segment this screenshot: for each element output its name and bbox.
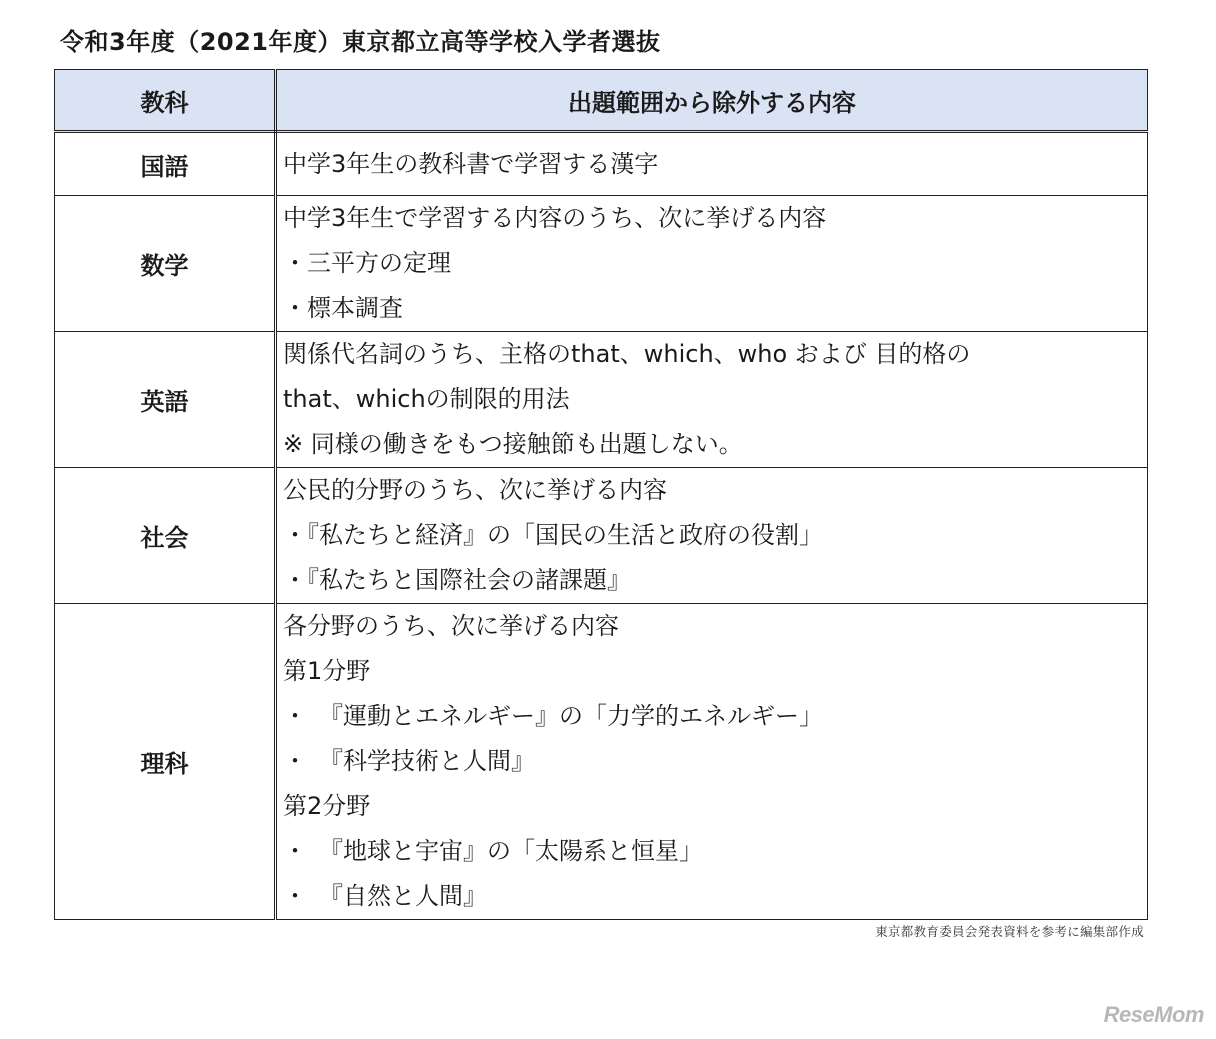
content-cell <box>276 468 1148 604</box>
content-line: 公民的分野のうち、次に挙げる内容 <box>283 476 667 504</box>
content-line: 第2分野 <box>283 792 371 820</box>
content-cell <box>276 604 1148 920</box>
content-line: ・『私たちと国際社会の諸課題』 <box>283 566 631 594</box>
content-line: 中学3年生の教科書で学習する漢字 <box>283 149 659 178</box>
header-subject: 教科 <box>55 70 276 132</box>
content-line: ・ 『地球と宇宙』の「太陽系と恒星」 <box>283 837 703 865</box>
content-line: ・『私たちと経済』の「国民の生活と政府の役割」 <box>283 521 823 549</box>
table-row <box>55 132 1148 196</box>
content-cell <box>276 332 1148 468</box>
source-note: 東京都教育委員会発表資料を参考に編集部作成 <box>875 924 1144 939</box>
content-cell <box>276 196 1148 332</box>
content-line: ・ 『運動とエネルギー』の「力学的エネルギー」 <box>283 702 823 730</box>
content-line: 中学3年生で学習する内容のうち、次に挙げる内容 <box>283 204 827 232</box>
content-line: ・標本調査 <box>283 294 403 322</box>
resemom-logo: ReseMom <box>1103 1002 1204 1027</box>
content-line: ・ 『科学技術と人間』 <box>283 747 535 775</box>
table-row <box>55 196 1148 332</box>
content-line: 第1分野 <box>283 657 371 685</box>
content-line: ・三平方の定理 <box>283 249 451 277</box>
table-row <box>55 604 1148 920</box>
header-content: 出題範囲から除外する内容 <box>276 70 1148 132</box>
table-row <box>55 332 1148 468</box>
content-line: 各分野のうち、次に挙げる内容 <box>283 612 619 640</box>
content-line: ・ 『自然と人間』 <box>283 882 487 910</box>
subject-cell: 国語 <box>55 132 276 196</box>
content-line: ※ 同様の働きをもつ接触節も出題しない。 <box>283 430 743 458</box>
page-title: 令和3年度（2021年度）東京都立高等学校入学者選抜 <box>60 28 661 56</box>
subject-cell: 理科 <box>55 604 276 920</box>
subject-cell: 数学 <box>55 196 276 332</box>
subject-cell: 社会 <box>55 468 276 604</box>
content-line: 関係代名詞のうち、主格のthat、which、who および 目的格の <box>283 340 971 368</box>
content-cell <box>276 132 1148 196</box>
exclusion-table <box>54 69 1148 920</box>
subject-cell: 英語 <box>55 332 276 468</box>
table-header-row <box>55 70 1148 132</box>
table-row <box>55 468 1148 604</box>
content-line: that、whichの制限的用法 <box>283 385 570 413</box>
